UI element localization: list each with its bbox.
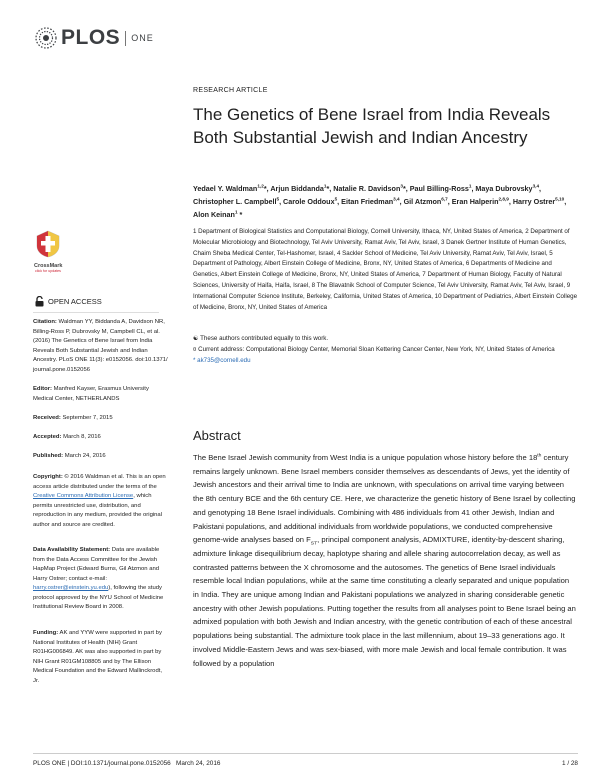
corresponding-email-link[interactable]: * ak735@cornell.edu xyxy=(193,356,251,364)
sidebar-divider xyxy=(33,312,159,313)
author-list: Yedael Y. Waldman$^{1,2}$*, Arjun Biddanda$^1$*, Natalie R. Davidson$^3$*, Paul Billing-Ross$^1$, Maya Dubrovsky$^{3,4}$, Christopher L. Campbell$^5$, Carole Oddoux$^5$, Eitan Friedman$^{3,4}$, Gil Atzmon$^{6,7}$, Eran Halperin$^{2,8,9}$, Harry Ostrer$^{5,10}$, Alon Keinan$^1$ * xyxy=(193,183,567,219)
footer-citation: PLOS ONE | DOI:10.1371/journal.pone.0152056 March 24, 2016 xyxy=(33,760,221,767)
funding-label: Funding: xyxy=(33,630,59,636)
page-footer xyxy=(33,760,578,767)
accepted-label: Accepted: xyxy=(33,434,62,440)
published-date: March 24, 2016 xyxy=(64,453,106,459)
logo-brand: PLOS xyxy=(61,26,121,49)
accepted-date: March 8, 2016 xyxy=(63,434,101,440)
data-availability-block xyxy=(33,546,168,613)
data-availability-text-end: ), following the study protocol approved by the NYU School of Medicine Institutional Review Board in 2008. xyxy=(33,585,164,610)
logo-journal: ONE xyxy=(131,33,154,43)
funding-text: AK and YYW were supported in part by National Institutes of Health (NIH) Grant R01HG006849. AK was also supported in part by NIH Grant R01GM108805 and by The Ellison Medical Foundation and the Edward Mallinckrodt, Jr. xyxy=(33,630,163,684)
plos-one-logo[interactable] xyxy=(34,26,154,50)
open-access-label: OPEN ACCESS xyxy=(48,297,102,306)
page-number: 1 / 28 xyxy=(562,760,578,767)
editor-block xyxy=(33,385,168,404)
article-type: RESEARCH ARTICLE xyxy=(193,87,268,94)
copyright-text: © 2016 Waldman et al. This is an open access article distributed under the terms of the xyxy=(33,474,166,490)
received-date: September 7, 2015 xyxy=(62,415,113,421)
abstract-body: The Bene Israel Jewish community from West India is a unique population whose history before the 18th century remains largely unknown. Bene Israel members consider themselves as descendants of Jews, yet the identity of Jewish ancestors and their arrival time to India are unknown, with speculations on arrival time varying between the 8th century BCE and the 6th century CE. Here, we characterize the genetic history of Bene Israel by collecting and genotyping 18 Bene Israel individuals. Combining with 486 individuals from 41 other Jewish, Indian and Pakistani populations, and additional individuals from worldwide populations, we conducted comprehensive genome-wide analyses based on $F_{ST}$, principal component analysis, ADMIXTURE, identity-by-descent sharing, admixture linkage disequilibrium decay, haplotype sharing and allele sharing autocorrelation decay, as well as contrasted patterns between the X chromosome and the autosomes. The genetics of Bene Israel individuals resemble local Indian populations, while at the same time constituting a clearly separated and unique population in India. They are unique among Indian and Pakistani populations we analyzed in sharing considerable genetic ancestry with other Jewish populations. Putting together the results from all analyses point to Bene Israel being an admixed population with both Jewish and Indian ancestry, with the genetic contribution of each of these ancestral populations being substantial. The admixture took place in the last millennium, about 19–33 generations ago. It involved Middle-Eastern Jews and was sex-biased, with more male Jewish and local female contribution. It was followed by a population xyxy=(193,453,576,668)
article-title: The Genetics of Bene Israel from India Reveals Both Substantial Jewish and Indian Ancestry xyxy=(193,105,551,147)
author-notes xyxy=(193,334,578,366)
crossmark-icon xyxy=(35,230,61,258)
published-label: Published: xyxy=(33,453,64,459)
accepted-block xyxy=(33,433,168,443)
received-label: Received: xyxy=(33,415,61,421)
crossmark-label: CrossMark xyxy=(34,263,63,269)
editor-label: Editor: xyxy=(33,386,52,392)
data-contact-email-link[interactable]: harry.ostrer@einstein.yu.edu xyxy=(33,585,109,591)
equal-contribution-note: ☯ These authors contributed equally to this work. xyxy=(193,335,329,342)
copyright-text-end: , which permits unrestricted use, distribution, and reproduction in any medium, provided the original author and source are credited. xyxy=(33,493,163,528)
published-block xyxy=(33,452,168,462)
copyright-block xyxy=(33,473,168,530)
crossmark-sublabel: click for updates xyxy=(35,269,61,273)
data-availability-label: Data Availability Statement: xyxy=(33,547,111,553)
copyright-label: Copyright: xyxy=(33,474,63,480)
funding-block xyxy=(33,629,168,686)
plos-logo-icon xyxy=(34,26,58,50)
editor-text: Manfred Kayser, Erasmus University Medical Center, NETHERLANDS xyxy=(33,386,149,402)
received-block xyxy=(33,414,168,424)
data-availability-text: Data are available from the Data Access Committee for the Jewish HapMap Project (Edward Burns, Gil Atzmon and Harry Ostrer; contact e-mail: xyxy=(33,547,160,582)
citation-text: Waldman YY, Biddanda A, Davidson NR, Billing-Ross P, Dubrovsky M, Campbell CL, et al. (2016) The Genetics of Bene Israel from India Reveals Both Substantial Jewish and Indian Ancestry. PLoS ONE 11(3): e0152056. doi:10.1371/ journal.pone.0152056 xyxy=(33,319,168,373)
crossmark-badge[interactable] xyxy=(34,230,62,273)
current-address-note: ¤ Current address: Computational Biology Center, Memorial Sloan Kettering Cancer Center, New York, NY, United States of America xyxy=(193,345,555,353)
abstract-heading: Abstract xyxy=(193,428,241,443)
logo-divider xyxy=(125,31,126,46)
open-lock-icon xyxy=(35,296,44,307)
citation-label: Citation: xyxy=(33,319,57,325)
license-link[interactable]: Creative Commons Attribution License xyxy=(33,493,134,499)
footer-divider xyxy=(33,753,578,754)
citation-block xyxy=(33,318,168,375)
open-access-badge xyxy=(35,296,102,307)
affiliations: 1 Department of Biological Statistics and Computational Biology, Cornell University, Ithaca, NY, United States of America, 2 Department of Molecular Microbiology and Biotechnology, Tel Aviv University, Ramat Aviv, Tel Aviv, Israel, 3 Danek Gertner Institute of Human Genetics, Chaim Sheba Medical Center, Tel-Hashomer, Israel, 4 Sackler School of Medicine, Tel Aviv University, Ramat Aviv, Tel Aviv, Israel, 5 Department of Pathology, Albert Einstein College of Medicine, Bronx, NY, United States of America, 6 Departments of Medicine and Genetics, Albert Einstein College of Medicine, Bronx, NY, United States of America, 7 Department of Human Biology, Faculty of Natural Sciences, University of Haifa, Haifa, Israel, 8 The Blavatnik School of Computer Science, Tel Aviv University, Ramat Aviv, Tel Aviv, Israel, 9 International Computer Science Institute, Berkeley, California, United States of America, 10 Department of Pediatrics, Albert Einstein College of Medicine, Bronx, NY, United States of America xyxy=(193,228,578,311)
